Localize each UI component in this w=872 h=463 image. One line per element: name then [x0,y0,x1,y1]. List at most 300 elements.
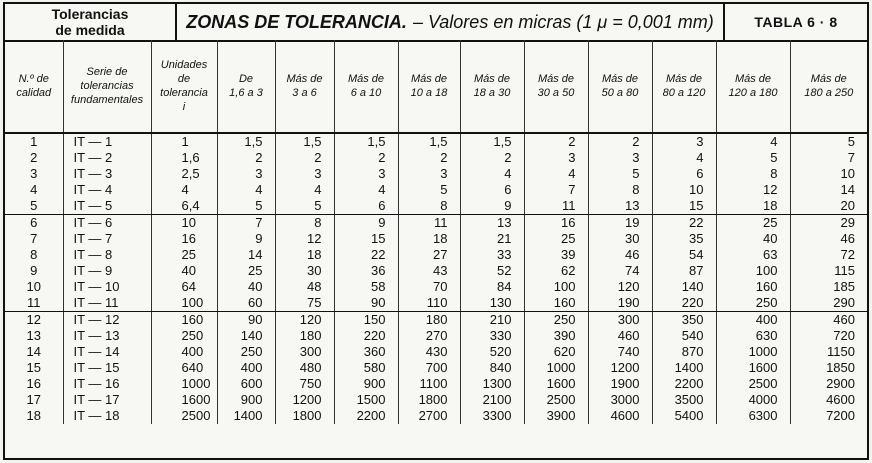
table-row [5,198,867,215]
column-header-line: Más de [286,73,323,85]
value-cell: 13 [588,198,652,215]
title-bold: ZONAS DE TOLERANCIA. [186,11,407,32]
value-cell: 1000 [151,376,217,392]
value-cell: 4 [652,150,716,166]
value-cell: 10 [652,182,716,198]
table-row [5,182,867,198]
value-cell: 33 [460,247,524,263]
quality-cell: 13 [5,328,63,344]
value-cell: 4600 [826,392,855,407]
quality-cell: 14 [5,344,63,360]
value-cell: 900 [217,392,275,408]
value-cell: 1900 [588,376,652,392]
value-cell: 9 [460,198,524,215]
page-title [177,4,725,42]
table-row [5,408,867,424]
value-cell: 25 [217,263,275,279]
value-cell: 1000 [524,360,588,376]
column-header-line: de [177,73,191,85]
value-cell: 120 [275,312,334,329]
tolerance-table-sheet [3,2,869,460]
value-cell: 180 [398,312,460,329]
value-cell: 6 [460,182,524,198]
value-cell: 3 [524,150,588,166]
quality-cell: 9 [5,263,63,279]
value-cell: 4 [334,182,398,198]
quality-cell: 12 [5,312,63,329]
column-header-line: 3 a 6 [292,87,317,99]
value-cell: 100 [716,263,790,279]
value-cell: 1,5 [334,133,398,150]
table-row [5,215,867,232]
value-cell: 6,4 [151,198,217,215]
value-cell: 4 [460,166,524,182]
value-cell: 140 [652,279,716,295]
value-cell: 2 [460,150,524,166]
value-cell: 250 [524,312,588,329]
value-cell: 1500 [334,392,398,408]
value-cell: 6300 [716,408,790,424]
table-label-text: TABLA 6 · 8 [754,14,838,30]
value-cell: 360 [334,344,398,360]
value-cell: 1850 [826,360,855,375]
column-header-line: Más de [734,73,772,85]
table-body [5,133,867,424]
table-row [5,133,867,150]
value-cell: 12 [716,182,790,198]
table-row [5,247,867,263]
value-cell: 18 [275,247,334,263]
value-cell: 4 [217,182,275,198]
value-cell: 2 [217,150,275,166]
column-header-line: Más de [601,73,639,85]
it-grade-cell: IT — 14 [63,344,151,360]
value-cell: 7 [217,215,275,232]
it-grade-cell: IT — 5 [63,198,151,215]
value-cell: 74 [588,263,652,279]
value-cell: 5 [847,134,855,149]
column-header-line: tolerancia [160,87,208,99]
value-cell: 5400 [652,408,716,424]
value-cell: 2100 [460,392,524,408]
column-header-line: Más de [537,73,575,85]
column-header-line: Más de [410,73,448,85]
value-cell: 5 [398,182,460,198]
column-header [716,40,790,133]
value-cell: 21 [460,231,524,247]
value-cell: 4 [524,166,588,182]
value-cell: 48 [275,279,334,295]
value-cell: 72 [840,247,855,262]
title-rest: – Valores en micras (1 μ = 0,001 mm) [412,11,714,32]
table-row [5,166,867,182]
table-row [5,328,867,344]
value-cell: 1,5 [217,133,275,150]
value-cell: 1,5 [275,133,334,150]
column-header [460,40,524,133]
value-cell: 46 [840,231,855,246]
header-left-line1: Tolerancias [51,6,129,22]
value-cell: 3 [275,166,334,182]
value-cell: 480 [275,360,334,376]
value-cell: 460 [588,328,652,344]
column-header [151,40,217,133]
value-cell: 87 [652,263,716,279]
value-cell: 5 [588,166,652,182]
value-cell: 2 [398,150,460,166]
value-cell: 10 [840,166,855,181]
value-cell: 22 [652,215,716,232]
it-grade-cell: IT — 4 [63,182,151,198]
value-cell: 620 [524,344,588,360]
value-cell: 29 [840,215,855,230]
value-cell: 2500 [151,408,217,424]
value-cell: 10 [151,215,217,232]
value-cell: 25 [716,215,790,232]
quality-cell: 16 [5,376,63,392]
it-grade-cell: IT — 9 [63,263,151,279]
value-cell: 2900 [826,376,855,391]
column-header-row [5,40,867,133]
column-header-line: calidad [16,87,52,99]
value-cell: 720 [833,328,855,343]
quality-cell: 17 [5,392,63,408]
value-cell: 750 [275,376,334,392]
table-label [725,4,867,42]
value-cell: 2500 [524,392,588,408]
column-header [588,40,652,133]
value-cell: 1200 [275,392,334,408]
value-cell: 46 [588,247,652,263]
value-cell: 210 [460,312,524,329]
it-grade-cell: IT — 16 [63,376,151,392]
it-grade-cell: IT — 11 [63,295,151,312]
quality-cell: 3 [5,166,63,182]
value-cell: 900 [334,376,398,392]
value-cell: 160 [524,295,588,312]
table-row [5,231,867,247]
quality-cell: 15 [5,360,63,376]
value-cell: 3500 [652,392,716,408]
value-cell: 1800 [398,392,460,408]
value-cell: 64 [151,279,217,295]
value-cell: 140 [217,328,275,344]
value-cell: 2500 [716,376,790,392]
value-cell: 36 [334,263,398,279]
value-cell: 1600 [716,360,790,376]
value-cell: 870 [652,344,716,360]
value-cell: 640 [151,360,217,376]
value-cell: 22 [334,247,398,263]
quality-cell: 6 [5,215,63,232]
column-header-line: 120 a 180 [728,87,778,99]
value-cell: 1,6 [151,150,217,166]
column-header-line: 50 a 80 [601,87,639,99]
quality-cell: 18 [5,408,63,424]
it-grade-cell: IT — 10 [63,279,151,295]
value-cell: 11 [524,198,588,215]
value-cell: 1200 [588,360,652,376]
value-cell: 40 [151,263,217,279]
value-cell: 30 [275,263,334,279]
quality-cell: 1 [5,133,63,150]
value-cell: 25 [524,231,588,247]
value-cell: 8 [398,198,460,215]
column-header-line: i [182,101,186,113]
value-cell: 20 [790,198,867,215]
value-cell: 5 [275,198,334,215]
column-header-line: 1,6 a 3 [229,87,263,99]
column-header-line: fundamentales [70,94,144,106]
value-cell: 250 [151,328,217,344]
value-cell: 160 [716,279,790,295]
value-cell: 52 [460,263,524,279]
value-cell: 11 [398,215,460,232]
value-cell: 130 [460,295,524,312]
it-grade-cell: IT — 8 [63,247,151,263]
value-cell: 43 [398,263,460,279]
value-cell: 3 [652,133,716,150]
table-row [5,392,867,408]
value-cell: 1300 [460,376,524,392]
table-row [5,344,867,360]
value-cell: 9 [334,215,398,232]
column-header-line: De [238,73,254,85]
value-cell: 7 [847,150,855,165]
value-cell: 350 [652,312,716,329]
value-cell: 13 [460,215,524,232]
value-cell: 2200 [652,376,716,392]
value-cell: 185 [833,279,855,294]
value-cell: 3 [398,166,460,182]
it-grade-cell: IT — 1 [63,133,151,150]
value-cell: 40 [217,279,275,295]
value-cell: 110 [398,295,460,312]
value-cell: 3 [334,166,398,182]
value-cell: 63 [716,247,790,263]
quality-cell: 8 [5,247,63,263]
value-cell: 39 [524,247,588,263]
column-header-line: N.º de [18,73,49,85]
it-grade-cell: IT — 2 [63,150,151,166]
value-cell: 3000 [588,392,652,408]
value-cell: 30 [588,231,652,247]
value-cell: 400 [151,344,217,360]
column-header-line: 18 a 30 [473,87,511,99]
column-header [790,40,867,133]
value-cell: 15 [334,231,398,247]
column-header-line: 10 a 18 [410,87,448,99]
value-cell: 115 [834,263,855,278]
column-header [652,40,716,133]
it-grade-cell: IT — 17 [63,392,151,408]
quality-cell: 2 [5,150,63,166]
column-header-line: 6 a 10 [350,87,382,99]
value-cell: 3 [588,150,652,166]
value-cell: 16 [524,215,588,232]
value-cell: 75 [275,295,334,312]
value-cell: 14 [217,247,275,263]
value-cell: 4000 [716,392,790,408]
value-cell: 3300 [460,408,524,424]
value-cell: 1,5 [398,133,460,150]
column-header [5,40,63,133]
quality-cell: 7 [5,231,63,247]
value-cell: 54 [652,247,716,263]
value-cell: 12 [275,231,334,247]
value-cell: 18 [398,231,460,247]
value-cell: 520 [460,344,524,360]
value-cell: 100 [151,295,217,312]
value-cell: 3 [217,166,275,182]
value-cell: 6 [334,198,398,215]
value-cell: 40 [716,231,790,247]
value-cell: 120 [588,279,652,295]
value-cell: 630 [716,328,790,344]
column-header-line: Más de [810,73,847,85]
value-cell: 8 [275,215,334,232]
value-cell: 740 [588,344,652,360]
column-header-line: 80 a 120 [662,87,706,99]
value-cell: 27 [398,247,460,263]
value-cell: 150 [334,312,398,329]
value-cell: 90 [217,312,275,329]
quality-cell: 10 [5,279,63,295]
it-grade-cell: IT — 15 [63,360,151,376]
table-row [5,312,867,329]
value-cell: 430 [398,344,460,360]
column-header [398,40,460,133]
value-cell: 580 [334,360,398,376]
value-cell: 600 [217,376,275,392]
value-cell: 100 [524,279,588,295]
value-cell: 540 [652,328,716,344]
value-cell: 2 [588,133,652,150]
quality-cell: 4 [5,182,63,198]
value-cell: 4 [275,182,334,198]
value-cell: 250 [217,344,275,360]
value-cell: 840 [460,360,524,376]
it-grade-cell: IT — 12 [63,312,151,329]
value-cell: 8 [588,182,652,198]
value-cell: 2 [334,150,398,166]
value-cell: 400 [716,312,790,329]
column-header-line: Serie de [86,66,128,78]
it-grade-cell: IT — 3 [63,166,151,182]
it-grade-cell: IT — 7 [63,231,151,247]
value-cell: 160 [151,312,217,329]
value-cell: 390 [524,328,588,344]
value-cell: 1,5 [460,133,524,150]
table-row [5,279,867,295]
value-cell: 330 [460,328,524,344]
value-cell: 19 [588,215,652,232]
value-cell: 1400 [217,408,275,424]
value-cell: 180 [275,328,334,344]
column-header-line: tolerancias [80,80,134,92]
value-cell: 62 [524,263,588,279]
value-cell: 7 [524,182,588,198]
value-cell: 220 [334,328,398,344]
value-cell: 70 [398,279,460,295]
value-cell: 2,5 [151,166,217,182]
column-header-line: Más de [347,73,385,85]
value-cell: 5 [217,198,275,215]
value-cell: 2700 [398,408,460,424]
value-cell: 1600 [524,376,588,392]
table-row [5,295,867,312]
value-cell: 58 [334,279,398,295]
column-header-line: 30 a 50 [537,87,575,99]
value-cell: 35 [652,231,716,247]
value-cell: 1600 [151,392,217,408]
value-cell: 14 [840,182,855,197]
value-cell: 190 [588,295,652,312]
column-header-line: Más de [473,73,511,85]
value-cell: 4 [716,133,790,150]
value-cell: 4600 [588,408,652,424]
it-grade-cell: IT — 13 [63,328,151,344]
value-cell: 6 [652,166,716,182]
value-cell: 300 [275,344,334,360]
table-row [5,263,867,279]
column-header-line: Más de [665,73,703,85]
value-cell: 2 [275,150,334,166]
value-cell: 84 [460,279,524,295]
value-cell: 290 [790,295,867,312]
value-cell: 60 [217,295,275,312]
value-cell: 1400 [652,360,716,376]
table-row [5,150,867,166]
column-header [524,40,588,133]
table-row [5,360,867,376]
header-left-line2: de medida [55,22,125,38]
value-cell: 4 [151,182,217,198]
value-cell: 15 [652,198,716,215]
value-cell: 1100 [398,376,460,392]
value-cell: 3900 [524,408,588,424]
value-cell: 1000 [716,344,790,360]
tolerance-grid [5,40,867,424]
value-cell: 7200 [826,408,855,423]
value-cell: 5 [716,150,790,166]
value-cell: 1 [151,133,217,150]
value-cell: 700 [398,360,460,376]
value-cell: 2200 [334,408,398,424]
value-cell: 270 [398,328,460,344]
quality-cell: 5 [5,198,63,215]
value-cell: 90 [334,295,398,312]
value-cell: 1800 [275,408,334,424]
table-row [5,376,867,392]
value-cell: 220 [652,295,716,312]
value-cell: 2 [524,133,588,150]
it-grade-cell: IT — 18 [63,408,151,424]
it-grade-cell: IT — 6 [63,215,151,232]
value-cell: 1150 [827,344,855,359]
column-header [217,40,275,133]
value-cell: 460 [833,312,855,327]
value-cell: 25 [151,247,217,263]
value-cell: 400 [217,360,275,376]
column-header-line: Unidades [160,59,208,71]
value-cell: 250 [716,295,790,312]
value-cell: 300 [588,312,652,329]
value-cell: 16 [151,231,217,247]
header-tolerancias-de-medida [5,4,177,42]
column-header [334,40,398,133]
column-header-line: 180 a 250 [804,87,854,99]
